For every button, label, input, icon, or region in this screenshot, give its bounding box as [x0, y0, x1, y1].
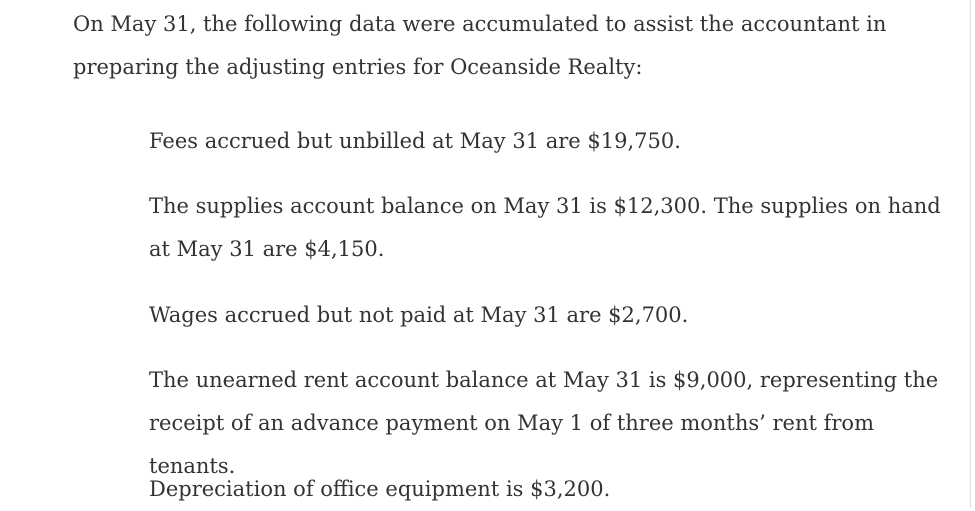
- data-item-unearned-rent: The unearned rent account balance at May 31 is $9,000, representing the receipt of an advance payment on May 1 of three months’ rent from tenants.: [149, 368, 939, 478]
- data-item-wages-accrued: Wages accrued but not paid at May 31 are $2,700.: [149, 303, 689, 327]
- data-item-supplies: The supplies account balance on May 31 is $12,300. The supplies on hand at May 31 are $4,150.: [149, 194, 941, 261]
- intro-paragraph: On May 31, the following data were accumulated to assist the accountant in preparing the adjusting entries for Oceanside Realty:: [73, 12, 887, 79]
- data-item-fees-accrued: Fees accrued but unbilled at May 31 are $19,750.: [149, 129, 681, 153]
- data-item-depreciation: Depreciation of office equipment is $3,200.: [149, 477, 611, 501]
